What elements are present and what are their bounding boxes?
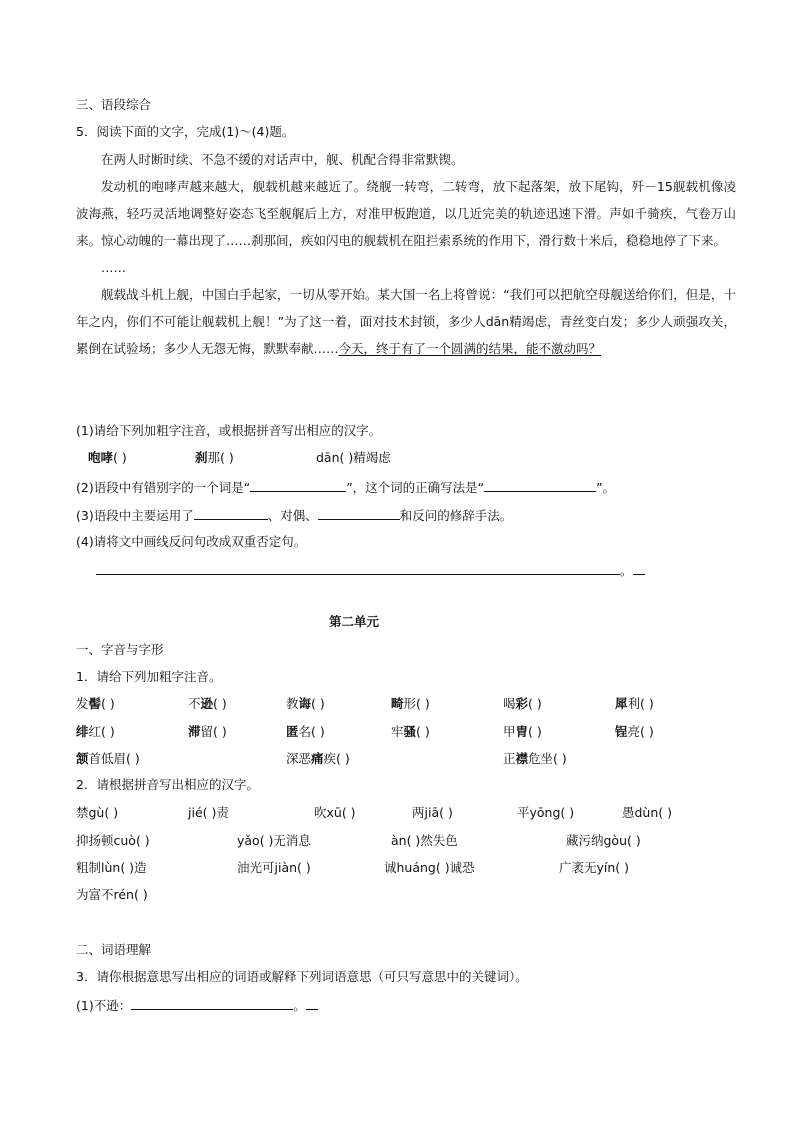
rhetoric-blank-1[interactable] — [194, 508, 268, 520]
q2-item[interactable]: 油光可jiàn( ) — [237, 860, 311, 875]
passage-paragraph-3 — [76, 281, 736, 362]
passage-paragraph-3-main: 舰载战斗机上舰，中国白手起家，一切从零开始。某大国一名上将曾说：“我们可以把航空母舰送给你们，但是，十年之内，你们不可能让舰载机上舰！”为了这一着，面对技术封锁，多少人dān精竭虑，青丝变白发；多少人顽强攻关，累倒在试验场；多少人无怨无悔，默默奉献…… — [76, 287, 736, 356]
unit-2-heading: 第二单元 — [329, 614, 380, 629]
sub2-prefix: (2)语段中有错别字的一个词是“ — [76, 480, 251, 495]
sub-question-2 — [76, 480, 615, 495]
correct-word-blank[interactable] — [484, 480, 596, 492]
q2-item[interactable]: 藏污纳gòu( ) — [566, 833, 641, 848]
sub3-suffix: 和反问的修辞手法。 — [399, 508, 513, 523]
q2-item[interactable]: 禁gù( ) — [76, 805, 119, 820]
sub1-item-chana — [195, 452, 234, 465]
sub-question-4: (4)请将文中画线反问句改成双重否定句。 — [76, 534, 307, 549]
q1-item[interactable]: 不逊( ) — [188, 696, 227, 711]
answer-blank[interactable] — [96, 563, 620, 575]
underlined-rhetorical-question: 今天，终于有了一个圆满的结果，能不激动吗？ — [338, 341, 602, 356]
answer-blank-tail — [633, 563, 645, 575]
sub4-answer-line[interactable] — [96, 563, 645, 578]
sub1-item-paoxiao — [88, 452, 127, 465]
section-title-1: 一、字音与字形 — [76, 642, 164, 657]
q1-item[interactable]: 畸形( ) — [391, 696, 430, 711]
q2-item[interactable]: yǎo( )无消息 — [237, 833, 311, 848]
q2-item[interactable]: jié( )责 — [188, 805, 229, 820]
period: 。 — [293, 998, 306, 1013]
q1-item[interactable]: 正襟危坐( ) — [503, 751, 567, 766]
period: 。 — [620, 563, 633, 578]
question-3-title: 3．请你根据意思写出相应的词语或解释下列词语意思（可只写意思中的关键词）。 — [76, 969, 528, 984]
q1-item[interactable]: 发髻( ) — [76, 696, 115, 711]
q1-item[interactable]: 锃亮( ) — [615, 724, 654, 739]
question-5-title: 5．阅读下面的文字，完成(1)～(4)题。 — [76, 124, 295, 139]
bold-char: 刹 — [195, 450, 208, 465]
rhetoric-blank-2[interactable] — [318, 508, 400, 520]
bold-char: 咆哮 — [88, 450, 114, 465]
sub-question-3 — [76, 508, 512, 523]
q2-item[interactable]: 诚huáng( )诚恐 — [384, 860, 475, 875]
q2-item[interactable]: 粗制lùn( )造 — [76, 860, 147, 875]
q3-sub1-blank[interactable] — [131, 998, 293, 1010]
sub1-item-danjingjielv[interactable]: dān( )精竭虑 — [316, 450, 391, 465]
sub2-mid: ”，这个词的正确写法是“ — [346, 480, 485, 495]
q1-item[interactable]: 甲胄( ) — [503, 724, 542, 739]
q1-item[interactable]: 牢骚( ) — [391, 724, 430, 739]
passage-ellipsis: …… — [101, 260, 126, 275]
question-2-title: 2．请根据拼音写出相应的汉字。 — [76, 777, 259, 792]
reading-passage — [76, 146, 736, 362]
answer-paren[interactable]: 那( ) — [207, 450, 234, 465]
sub3-mid: 、对偶、 — [267, 508, 318, 523]
q1-item[interactable]: 犀利( ) — [615, 696, 654, 711]
q3-sub1-label: (1)不逊： — [76, 998, 132, 1013]
q1-item[interactable]: 绯红( ) — [76, 724, 115, 739]
q1-item[interactable]: 教诲( ) — [286, 696, 325, 711]
typo-word-blank[interactable] — [250, 480, 346, 492]
q3-sub-1 — [76, 998, 318, 1013]
passage-paragraph-2: 发动机的咆哮声越来越大，舰载机越来越近了。绕舰一转弯，二转弯，放下起落架，放下尾钩，歼－15舰载机像凌波海燕，轻巧灵活地调整好姿态飞至舰艉后上方，对准甲板跑道，以几近完美的轨迹迅速下滑。声如千骑疾，气卷万山来。惊心动魄的一幕出现了……刹那间，疾如闪电的舰载机在阻拦索系统的作用下，滑行数十米后，稳稳地停了下来。 — [76, 179, 736, 248]
answer-paren[interactable]: ( ) — [113, 450, 127, 465]
q1-item[interactable]: 喝彩( ) — [503, 696, 542, 711]
question-1-title: 1．请给下列加粗字注音。 — [76, 669, 222, 684]
q2-item[interactable]: 广袤无yín( ) — [559, 860, 630, 875]
section-title-2: 二、词语理解 — [76, 942, 152, 957]
q1-item[interactable]: 深恶痛疾( ) — [286, 751, 350, 766]
q1-item[interactable]: 颔首低眉( ) — [76, 751, 140, 766]
passage-paragraph-1: 在两人时断时续、不急不缓的对话声中，舰、机配合得非常默锲。 — [101, 152, 464, 167]
sub2-suffix: ”。 — [596, 480, 616, 495]
q2-item[interactable]: 愚dùn( ) — [622, 805, 673, 820]
q1-item[interactable]: 滞留( ) — [188, 724, 227, 739]
sub3-prefix: (3)语段中主要运用了 — [76, 508, 194, 523]
q2-item[interactable]: 抑扬顿cuò( ) — [76, 833, 150, 848]
q3-sub1-blank-tail — [306, 998, 318, 1010]
q2-item[interactable]: 为富不rén( ) — [76, 887, 148, 902]
section-title-3: 三、语段综合 — [76, 97, 152, 112]
q2-item[interactable]: 吹xū( ) — [314, 805, 356, 820]
q2-item[interactable]: àn( )然失色 — [391, 833, 458, 848]
q2-item[interactable]: 两jiā( ) — [412, 805, 453, 820]
q2-item[interactable]: 平yōng( ) — [517, 805, 575, 820]
q1-item[interactable]: 匿名( ) — [286, 724, 325, 739]
sub-question-1-prompt: (1)请给下列加粗字注音，或根据拼音写出相应的汉字。 — [76, 423, 382, 438]
